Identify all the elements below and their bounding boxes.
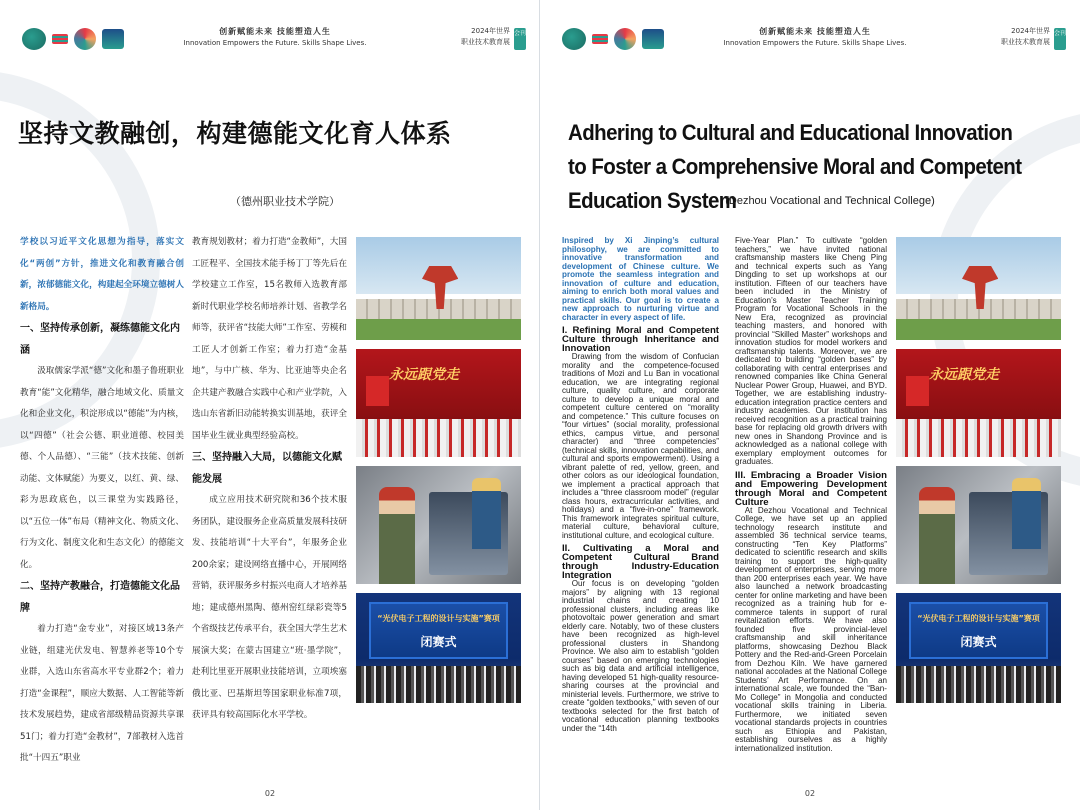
page-header (0, 22, 540, 56)
text-column-2 (735, 237, 887, 753)
page-number: 02 (804, 789, 816, 798)
slogan-en: Innovation Empowers the Future. Skills Shape Lives. (183, 39, 367, 47)
header-logos (562, 28, 664, 50)
closing-ceremony-photo (356, 593, 521, 703)
stage-performance-photo (356, 349, 521, 457)
header-logos (22, 28, 124, 50)
event-line-2: 职业技术教育展 (1001, 38, 1050, 46)
ceremony-caption: “光伏电子工程的设计与实施”赛项 (917, 613, 1040, 623)
page-title: 坚持文教融创，构建德能文化育人体系 (18, 119, 452, 148)
section-paragraph: 教育规划教材；着力打造“金教师”，大国工匠程平、全国技术能手杨丁丁等先后在学校建立工作室，15名教师入选教育部新时代职业学校名师培养计划、省教学名师等，获评省“技能大师”工作室、劳模和工匠人才创新工作室；着力打造“金基地”，与中广核、华为、比亚迪等央企名企共建产教融合实践中心和产业学院，入选山东省新旧动能转换实训基地，获评全国毕业生就业典型经验高校。 (192, 237, 347, 441)
lead-paragraph: 学校以习近平文化思想为指导，落实文化“两创”方针，推进文化和教育融合创新，浓郁德能文化，构建起全环境立德树人新格局。 (20, 237, 184, 312)
section-heading-3: III. Embracing a Broader Vision and Empowering Development through Moral and Competent Culture (735, 469, 887, 508)
header-slogan (710, 26, 920, 47)
right-page (540, 0, 1080, 810)
flag-logo-icon (592, 34, 608, 44)
page-number: 02 (264, 789, 276, 798)
section-heading-3: 三、坚持融入大局，以德能文化赋能发展 (192, 452, 342, 485)
event-line-1: 2024年世界 (471, 27, 510, 35)
slogan-en: Innovation Empowers the Future. Skills Shape Lives. (723, 39, 907, 47)
page-header (540, 22, 1080, 56)
journal-tag: 会刊 (514, 28, 526, 50)
section-paragraph: Our focus is on developing “golden majors” by aligning with 13 regional industrial chains and creating 10 professional clusters, including areas like photovoltaic power generation and smart elderly care. Notably, two of these clusters have been recognized as high-level professional clusters in Shandong Province. We also aim to establish “golden courses” based on emerging technologies such as big data and artificial intelligence, having developed 51 high-quality resource-sharing courses at the provincial and ministerial levels. Furthermore, we strive to create “golden textbooks,” with seven of our textbooks selected for the first batch of vocational education planning textbooks under the “14th (562, 579, 720, 733)
header-slogan (170, 26, 380, 47)
section-heading-1: 一、坚持传承创新，凝练德能文化内涵 (20, 323, 180, 356)
event-emblem-icon (614, 28, 636, 50)
flag-logo-icon (52, 34, 68, 44)
training-lab-photo (896, 466, 1061, 584)
expo-logo-icon (562, 28, 586, 50)
journal-tag: 会刊 (1054, 28, 1066, 50)
event-emblem-icon (74, 28, 96, 50)
closing-ceremony-photo (896, 593, 1061, 703)
ceremony-title: 闭赛式 (960, 634, 997, 649)
text-column-1 (562, 237, 719, 733)
slogan-cn: 创新赋能未来 技能塑造人生 (219, 27, 331, 36)
text-column-2 (192, 232, 347, 727)
section-heading-1: I. Refining Moral and Competent Culture through Inheritance and Innovation (562, 325, 719, 354)
event-line-2: 职业技术教育展 (461, 38, 510, 46)
training-lab-photo (356, 466, 521, 584)
section-paragraph: Drawing from the wisdom of Confucian morality and the competence-focused traditions of Mozi and Lu Ban in vocational education, we are integrating regional culture, quality culture, and corporate culture to develop a unique moral and competent culture centered on “morality and competence.” This culture focuses on “four virtues” (social morality, professional ethics, campus virtue, and personal character) and “three competencies” (technical skills, innovation capabilities, and cultural and sports empowerment). Using a vibrant palette of red, yellow, green, and other colors as our ideological foundation, we implement a practical approach that includes a “three classroom model” (regular class hours, extracurricular activities, and holidays) and a “five-in-one” framework. This framework integrates spiritual culture, material culture, behavioral culture, institutional culture, and ecological culture. (562, 352, 719, 540)
sponsor-logo-icon (102, 29, 124, 49)
campus-photo (896, 237, 1061, 340)
lead-paragraph: Inspired by Xi Jinping’s cultural philosophy, we are committed to innovative transformation and development of Chinese culture. We promote the seamless integration and innovation of culture and education, aiming to enrich both moral values and practical skills. Our goal is to create a new approach to nurturing virtue and character in every aspect of life. (562, 236, 719, 322)
stage-banner-text: 永远跟党走 (389, 367, 459, 384)
event-line-1: 2024年世界 (1011, 27, 1050, 35)
expo-logo-icon (22, 28, 46, 50)
section-heading-2: 二、坚持产教融合，打造德能文化品牌 (20, 581, 180, 614)
campus-photo (356, 237, 521, 340)
section-paragraph: 汲取儒家学派“德”文化和墨子鲁班职业教育“能”文化精华，融合地域文化、质量文化和企业文化，积淀形成以“德能”为内核，以“四德”（社会公德、职业道德、校园美德、个人品德）、“三能”（技术技能、创新动能、文体赋能）为要义，以红、黄、绿、彩为思政底色，以三课堂为实践路径，以“五位一体”布局（精神文化、物质文化、行为文化、制度文化和生态文化）的德能文化。 (20, 366, 184, 570)
section-heading-2: II. Cultivating a Moral and Competent Cultural Brand through Industry-Education Integration (562, 543, 719, 581)
ceremony-title: 闭赛式 (420, 634, 457, 649)
section-paragraph: 着力打造“金专业”，对接区域13条产业链，组建光伏发电、智慧养老等10个专业群，入选山东省高水平专业群2个；着力打造“金课程”，顺应大数据、人工智能等新技术发展趋势，建成省部级精品资源共享课51门；着力打造“金教材”，7部教材入选首批“十四五”职业 (20, 624, 184, 763)
stage-banner-text: 永远跟党走 (929, 367, 999, 384)
ceremony-caption: “光伏电子工程的设计与实施”赛项 (377, 613, 500, 623)
page-title: Adhering to Cultural and Educational Innovation to Foster a Comprehensive Moral and Competent Education System (568, 120, 1022, 213)
page-subtitle: (Dezhou Vocational and Technical College) (725, 195, 935, 207)
section-paragraph: 成立应用技术研究院和36个技术服务团队，建设服务企业高质量发展科技研发、技能培训“十大平台”，年服务企业200余家；建设网络直播中心，开展网络营销，获评服务乡村振兴电商人才培养基地；建成德州黑陶、德州窑红绿彩瓷等5个省级技艺传承平台，获全国大学生艺术展演大奖；在蒙古国建立“班·墨学院”，赴利比里亚开展职业技能培训，立项埃塞俄比亚、巴基斯坦等国家职业标准7项，获评具有较高国际化水平学校。 (192, 495, 347, 720)
section-paragraph: At Dezhou Vocational and Technical College, we have set up an applied technology research institute and assembled 36 technical service teams, constructing “Ten Key Platforms” dedicated to scientific research and skills training to support the high-quality development of enterprises, serving more than 200 enterprises each year. We have also launched a network broadcasting center for online marketing and have been recognized as a training hub for e-commerce talents in support of rural revitalization efforts. We have also founded five provincial-level craftsmanship and skill inheritance platforms, showcasing Dezhou Black Pottery and the Red-and-Green Porcelain from Dezhou Kiln. We have garnered national accolades at the National College Students’ Art Performance. On an international scale, we founded the “Ban-Mo College” in Mongolia and conducted vocational skills training in Liberia. Furthermore, we initiated seven vocational standards projects in countries such as Ethiopia and Pakistan, establishing ourselves as a highly internationalized institution. (735, 505, 887, 753)
event-name (461, 26, 510, 48)
stage-performance-photo (896, 349, 1061, 457)
event-name (1001, 26, 1050, 48)
sponsor-logo-icon (642, 29, 664, 49)
text-column-1 (20, 232, 184, 770)
page-subtitle: （德州职业技术学院） (230, 195, 340, 208)
slogan-cn: 创新赋能未来 技能塑造人生 (759, 27, 871, 36)
section-paragraph: Five-Year Plan.” To cultivate “golden teachers,” we have invited national craftsmanship masters like Cheng Ping and technical experts such as Yang Dingding to set up workshops at our institution. Fifteen of our teachers have been included in the Ministry of Education’s Master Teacher Training Program for Vocational Schools in the New Era, recognized as provincial teaching masters, and honored with provincial “Skilled Master” workshops and innovation studios for model workers and craftsmanship talents. Moreover, we are dedicated to building “golden bases” by collaborating with central enterprises and renowned companies like China General Nuclear Power Group, Huawei, and BYD. Together, we are establishing industry-education integration practice centers and industry academies. Our institution has received recognition as a practical training base for replacing old growth drivers with new ones in Shandong Province and is acknowledged as a national college with exemplary employment outcomes for graduates. (735, 236, 887, 466)
